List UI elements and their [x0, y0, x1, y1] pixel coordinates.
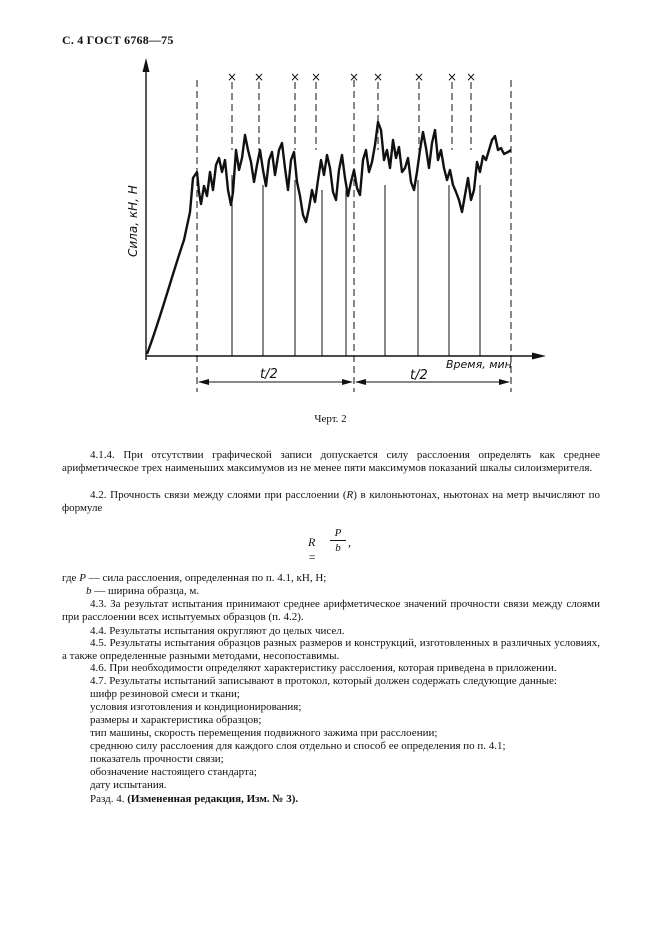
list-item-2: условия изготовления и кондиционирования;: [90, 701, 302, 713]
where-var-b: b: [86, 585, 92, 597]
x-axis-label: Время, мин: [446, 358, 512, 371]
formula-denominator: b: [335, 542, 341, 554]
p42-text-a: 4.2. Прочность связи между слоями при расслоении (: [90, 489, 347, 501]
force-curve: [147, 122, 511, 354]
fraction-bar: [330, 540, 346, 541]
max-marker-1: ×: [226, 70, 238, 84]
force-time-figure: [0, 0, 661, 420]
figure-caption: Черт. 2: [314, 413, 347, 425]
list-item-5: среднюю силу расслоения для каждого слоя отдельно и способ ее определения по п. 4.1;: [90, 740, 506, 752]
y-axis-arrow: [143, 58, 150, 72]
list-item-3: размеры и характеристика образцов;: [90, 714, 262, 726]
list-item-7: обозначение настоящего стандарта;: [90, 766, 257, 778]
paragraph-4-2: [62, 489, 600, 516]
max-marker-6: ×: [372, 70, 384, 84]
amendment-note: [90, 793, 628, 806]
max-marker-7: ×: [413, 70, 425, 84]
dim-arrow-1r: [342, 379, 353, 385]
paragraph-4-1-4: 4.1.4. При отсутствии графической записи допускается силу расслоения определять как среднее арифметическое трех наименьших максимумов из не менее пяти максимумов показаний шкалы силоизмерителя.: [62, 449, 600, 475]
dim-arrow-2l: [355, 379, 366, 385]
list-item-6: показатель прочности связи;: [90, 753, 224, 765]
max-marker-4: ×: [310, 70, 322, 84]
formula-fraction: [330, 527, 346, 554]
amendment-a: Разд. 4.: [90, 793, 128, 805]
formula-lhs: R =: [308, 535, 317, 564]
max-marker-8: ×: [446, 70, 458, 84]
list-item-1: шифр резиновой смеси и ткани;: [90, 688, 240, 700]
formula-numerator: P: [334, 527, 342, 539]
where-var-p: P: [79, 572, 86, 584]
list-item-4: тип машины, скорость перемещения подвижного зажима при расслоении;: [90, 727, 438, 739]
dim-arrow-2r: [499, 379, 510, 385]
paragraph-4-4: 4.4. Результаты испытания округляют до целых чисел.: [90, 625, 345, 637]
paragraph-4-7: 4.7. Результаты испытаний записывают в протокол, который должен содержать следующие данные:: [90, 675, 557, 687]
amendment-b: (Измененная редакция, Изм. № 3).: [127, 793, 299, 805]
where-line-p: [62, 572, 600, 585]
max-marker-5: ×: [348, 70, 360, 84]
y-axis-label: Сила, кН, Н: [126, 185, 140, 257]
max-marker-3: ×: [289, 70, 301, 84]
where-b2: — ширина образца, м.: [91, 585, 200, 597]
page-header: С. 4 ГОСТ 6768—75: [62, 33, 174, 47]
where-line-b: [86, 585, 624, 598]
where-b: — сила расслоения, определенная по п. 4.1, кН, Н;: [85, 572, 327, 584]
max-marker-2: ×: [253, 70, 265, 84]
max-marker-9: ×: [465, 70, 477, 84]
dim-arrow-1l: [198, 379, 209, 385]
x-axis-arrow: [532, 353, 546, 360]
paragraph-4-5: 4.5. Результаты испытания образцов разных размеров и конструкций, изготовленных в различных условиях, а также определенные разными методами, несопоставимы.: [62, 637, 600, 663]
formula-tail: ,: [348, 535, 351, 549]
list-item-8: дату испытания.: [90, 779, 167, 791]
paragraph-4-6: 4.6. При необходимости определяют характеристику расслоения, которая приведена в приложении.: [90, 662, 557, 674]
p42-var-r: R: [346, 489, 354, 501]
half-label-2: t/2: [410, 368, 428, 383]
half-label-1: t/2: [260, 367, 278, 382]
p42-text-b: ) в килоньютонах, ньютонах на метр вычисляют по формуле: [62, 489, 600, 515]
where-a: где: [62, 572, 80, 584]
paragraph-4-3: 4.3. За результат испытания принимают среднее арифметическое значений прочности связи между слоями при расслоении всех испытуемых образцов (п. 4.2).: [62, 598, 600, 624]
